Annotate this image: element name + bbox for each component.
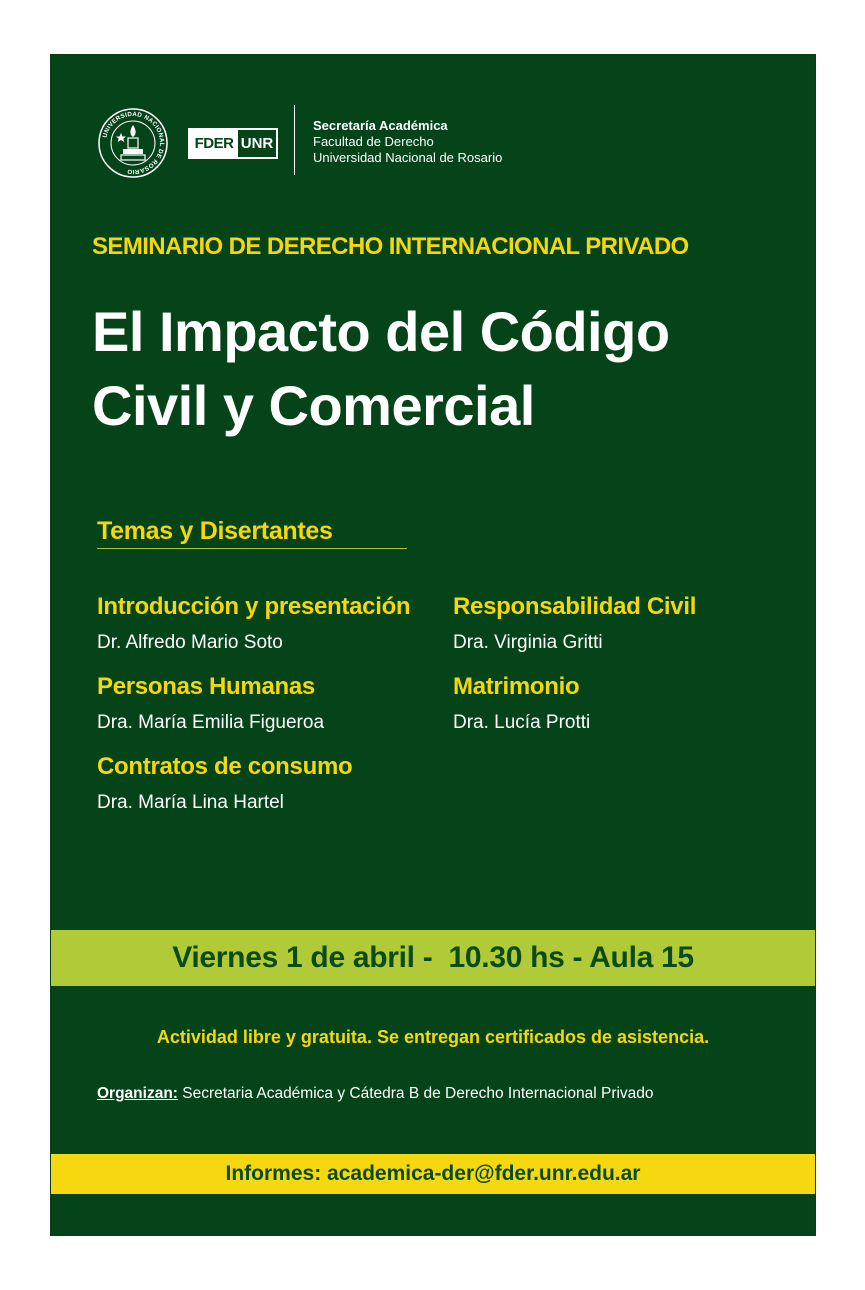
title-line1: El Impacto del Código [92,300,670,363]
topic-title: Personas Humanas [97,673,315,700]
topic-speaker: Dr. Alfredo Mario Soto [97,632,283,653]
svg-text:UNIVERSIDAD NACIONAL DE ROSARI: UNIVERSIDAD NACIONAL DE ROSARIO [101,110,166,176]
unr-logo-text: UNR [240,135,274,152]
topic-title: Responsabilidad Civil [453,593,697,620]
topic-speaker: Dra. María Lina Hartel [97,792,284,813]
seminar-heading: SEMINARIO DE DERECHO INTERNACIONAL PRIVADO [92,233,689,260]
secretaria-line1: Secretaría Académica [313,118,448,133]
secretaria-line2: Facultad de Derecho [313,134,434,149]
topic-speaker: Dra. Lucía Protti [453,712,591,733]
organizers-text: Secretaria Académica y Cátedra B de Derecho Internacional Privado [177,1085,654,1102]
free-activity-note: Actividad libre y gratuita. Se entregan certificados de asistencia. [156,1027,710,1047]
fder-unr-logo [188,128,278,159]
fder-logo-text: FDER [190,130,238,157]
event-title [92,295,670,443]
secretaria-line3: Universidad Nacional de Rosario [313,150,503,165]
topic-title: Introducción y presentación [97,593,411,620]
topic-speaker: Dra. María Emilia Figueroa [97,712,325,733]
organizers-line [97,1085,654,1103]
header-divider [294,105,295,175]
poster [50,54,816,1236]
university-seal-icon [97,107,169,179]
temas-heading: Temas y Disertantes [97,517,333,545]
topic-title: Contratos de consumo [97,753,353,780]
schedule-band: Viernes 1 de abril - 10.30 hs - Aula 15 [51,930,815,986]
topic-title: Matrimonio [453,673,580,700]
contact-band: Informes: academica-der@fder.unr.edu.ar [51,1154,815,1194]
topics-right-column [453,590,793,750]
secretaria-block [313,118,502,166]
topics-left-column [97,590,437,830]
title-line2: Civil y Comercial [92,374,535,437]
temas-underline [97,548,407,549]
topic-speaker: Dra. Virginia Gritti [453,632,603,653]
organizers-label: Organizan: [97,1085,178,1102]
